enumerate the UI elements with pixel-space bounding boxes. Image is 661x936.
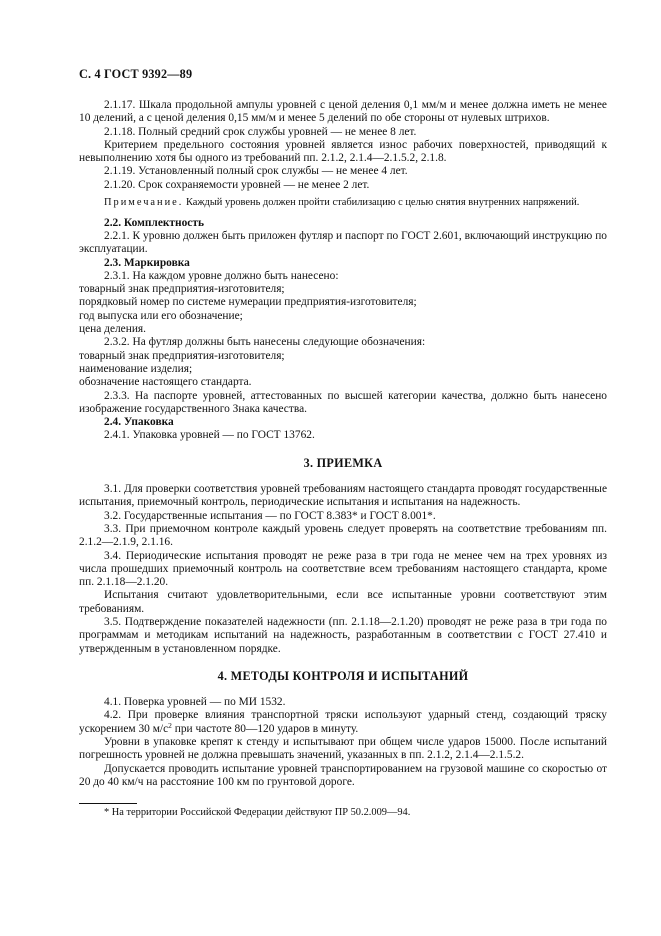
paragraph-3-4-result: Испытания считают удовлетворительными, если все испытанные уровни соответствуют этим требованиям.	[79, 589, 607, 615]
paragraph-2-1-20: 2.1.20. Срок сохраняемости уровней — не менее 2 лет.	[104, 178, 370, 191]
paragraph-4-2-tail: при частоте 80—120 ударов в минуту.	[171, 722, 359, 735]
note-lead: Примечание.	[104, 197, 184, 209]
paragraph-2-1-19: 2.1.19. Установленный полный срок службы — не менее 4 лет.	[104, 165, 408, 178]
paragraph-2-1-18: 2.1.18. Полный средний срок службы уровней — не менее 8 лет.	[104, 125, 417, 138]
paragraph-3-5: 3.5. Подтверждение показателей надежности (пп. 2.1.18—2.1.20) проводят не реже раза в три года по программам и методикам испытаний на надежность, разработанным в соответствии с ГОСТ 27.410 и утвержденным в установленном порядке.	[79, 615, 607, 655]
superscript: 2	[168, 720, 172, 730]
paragraph-3-4: 3.4. Периодические испытания проводят не реже раза в три года не менее чем на трех уровнях из числа прошедших приемочный контроль на соответствие всем требованиям настоящего стандарта, кроме пп. 2.1.18—2.1.20.	[79, 549, 607, 589]
paragraph-2-3-3: 2.3.3. На паспорте уровней, аттестованных по высшей категории качества, должно быть нанесено изображение государственного Знака качества.	[79, 389, 607, 415]
paragraph-2-2-1: 2.2.1. К уровню должен быть приложен футляр и паспорт по ГОСТ 2.601, включающий инструкцию по эксплуатации.	[79, 229, 607, 256]
paragraph-2-1-17: 2.1.17. Шкала продольной ампулы уровней с ценой деления 0,1 мм/м и менее должна иметь не менее 10 делений, а с ценой деления 0,15 мм/м и менее 5 делений по обе стороны от нулевых штрихов.	[79, 99, 607, 125]
list-item: год выпуска или его обозначение;	[79, 309, 243, 322]
footnote-divider	[79, 803, 137, 804]
paragraph-3-2: 3.2. Государственные испытания — по ГОСТ 8.383* и ГОСТ 8.001*.	[104, 509, 436, 522]
note	[79, 197, 607, 210]
list-item: обозначение настоящего стандарта.	[79, 376, 252, 389]
note-text: Каждый уровень должен пройти стабилизацию с целью снятия внутренних напряжений.	[183, 197, 580, 209]
paragraph-2-4-1: 2.4.1. Упаковка уровней — по ГОСТ 13762.	[104, 429, 315, 442]
footnote: * На территории Российской Федерации действуют ПР 50.2.009—94.	[104, 807, 411, 819]
paragraph-4-2-transport: Допускается проводить испытание уровней транспортированием на грузовой машине со скоростью от 20 до 40 км/ч на расстояние 100 км по грунтовой дороге.	[79, 762, 607, 788]
paragraph-criterion: Критерием предельного состояния уровней является износ рабочих поверхностей, приводящий к невыполнению хотя бы одного из требований пп. 2.1.2, 2.1.4—2.1.5.2, 2.1.8.	[79, 138, 607, 165]
paragraph-4-2-levels: Уровни в упаковке крепят к стенду и испытывают при общем числе ударов 15000. После испытаний погрешность уровней не должна превышать значений, указанных в пп. 2.1.2, 2.1.4—2.1.5.2.	[79, 736, 607, 762]
paragraph-2-3-1: 2.3.1. На каждом уровне должно быть нанесено:	[104, 269, 339, 282]
list-item: порядковый номер по системе нумерации предприятия-изготовителя;	[79, 296, 417, 309]
paragraph-4-2	[79, 709, 607, 736]
heading-2-3: 2.3. Маркировка	[104, 256, 190, 269]
paragraph-3-3: 3.3. При приемочном контроле каждый уровень следует проверять на соответствие требованиям пп. 2.1.2—2.1.9, 2.1.16.	[79, 522, 607, 549]
list-item: товарный знак предприятия-изготовителя;	[79, 283, 285, 296]
heading-2-2: 2.2. Комплектность	[104, 216, 204, 229]
paragraph-4-1: 4.1. Поверка уровней — по МИ 1532.	[104, 696, 286, 709]
section-title-3: 3. ПРИЕМКА	[303, 455, 383, 470]
document-body	[79, 99, 607, 820]
paragraph-3-1: 3.1. Для проверки соответствия уровней требованиям настоящего стандарта проводят государственные испытания, приемочный контроль, периодические испытания и испытания на надежность.	[79, 483, 607, 509]
heading-2-4: 2.4. Упаковка	[104, 416, 174, 429]
section-title-4: 4. МЕТОДЫ КОНТРОЛЯ И ИСПЫТАНИЙ	[217, 668, 469, 683]
list-item: цена деления.	[79, 323, 147, 336]
list-item: товарный знак предприятия-изготовителя;	[79, 349, 285, 362]
page-header: С. 4 ГОСТ 9392—89	[79, 67, 193, 81]
paragraph-2-3-2: 2.3.2. На футляр должны быть нанесены следующие обозначения:	[104, 336, 426, 349]
list-item: наименование изделия;	[79, 362, 193, 375]
paragraph-4-2-text: 4.2. При проверке влияния транспортной тряски используют ударный стенд, создающий тряску ускорением 30 м/с	[79, 709, 607, 735]
